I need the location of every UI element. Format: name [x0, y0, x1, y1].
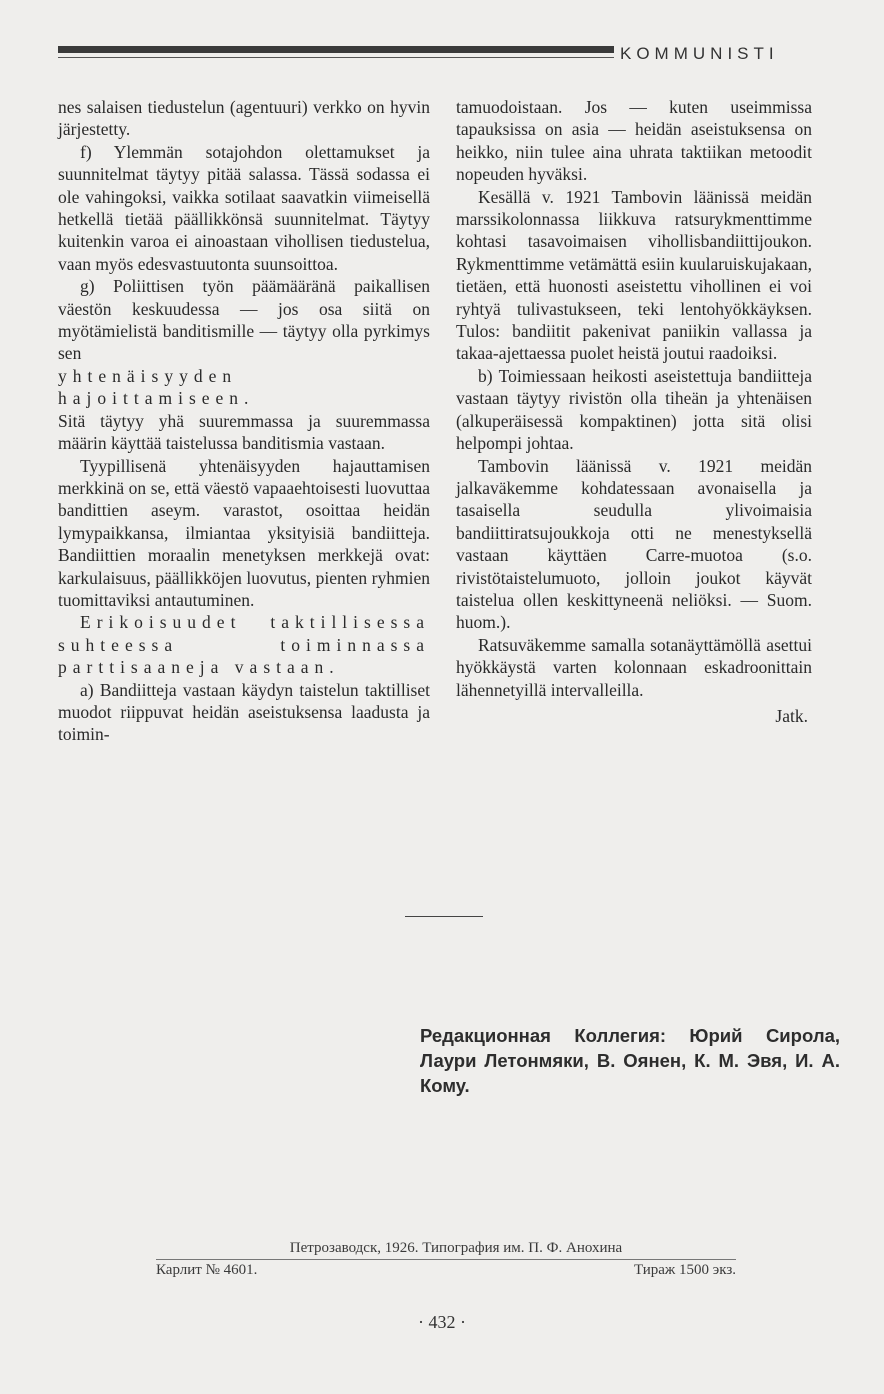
imprint-rule [156, 1259, 736, 1260]
imprint-details [156, 1262, 736, 1279]
emphasis-text: yhtenäisyyden hajoittamiseen. [58, 365, 255, 409]
paragraph: tamuodoistaan. Jos — kuten useimmissa tapauksissa on asia — heidän aseistuksensa on heikko, niin tulee aina uhrata taktiikan metoodit nopeuden hyväksi. [456, 97, 812, 185]
right-column [456, 96, 812, 727]
imprint-publisher: Петрозаводск, 1926. Типография им. П. Ф. Анохина [289, 1240, 623, 1256]
paragraph: Sitä täytyy yhä suuremmassa ja suuremmassa määrin käyttää taistelussa banditismia vastaan. [58, 410, 430, 454]
paragraph: Tambovin läänissä v. 1921 meidän jalkaväkemme kohdatessaan avonaisella ja tasaisella seudulla ylivoimaisia bandiittiratsujoukkoja otti ne menestyksellä vastaan käyttäen Carre-muotoa (s.o. rivistötaistelumuoto, jolloin joukot käyvät taistelua ollen keskittyneenä neliöksi. — Suom. huom.). [456, 455, 812, 633]
paragraph: nes salaisen tiedustelun (agentuuri) verkko on hyvin järjestetty. [58, 97, 430, 140]
paragraph: Tyypillisenä yhtenäisyyden hajauttamisen merkkinä on se, että väestö vapaaehtoisesti luovuttaa bandittien aseym. varastot, osoittaa heidän lymypaikkansa, ilmiantaa yksityisiä bandiitteja. Bandiittien moraalin menetyksen merkkejä ovat: karkulaisuus, päällikköjen luovutus, pienten ryhmien tuomittaviksi antautuminen. [58, 455, 430, 610]
paragraph: a) Bandiitteja vastaan käydyn taistelun taktilliset muodot riippuvat heidän aseistuksensa laadusta ja toimin- [58, 679, 430, 745]
separator-rule [405, 916, 483, 917]
imprint [156, 1240, 736, 1279]
paragraph: Kesällä v. 1921 Tambovin läänissä meidän marssikolonnassa liikkuva ratsurykmenttimme kohtasi tasavoimaisen vihollisbandiittijoukon. Rykmenttimme vetämättä esiin kuularuiskujakaan, tietäen, että huonosti aseistettu vihollinen ei voi ryhtyä tulivastukseen, teki lentohyökkäyksen. Tulos: bandiitit pakenivat paniikin vallassa ja takaa-ajettaessa puolet heistä joutui raadoiksi. [456, 186, 812, 364]
journal-name: KOMMUNISTI [620, 44, 779, 63]
paragraph: Ratsuväkemme samalla sotanäyttämöllä asettui hyökkäystä varten kolonnaan eskadroonittain lähennetyillä intervalleilla. [456, 634, 812, 700]
continued-note: Jatk. [775, 705, 808, 726]
page-number: · 432 · [418, 1312, 466, 1332]
paragraph: g) Poliittisen työn päämääränä paikallisen väestön keskuudessa — jos osa siitä on myötämielistä banditismille — täytyy olla pyrkimys sen [58, 276, 430, 364]
left-column [58, 96, 430, 746]
imprint-print-run: Тираж 1500 экз. [633, 1262, 736, 1278]
header-rule-thin [58, 57, 614, 58]
paragraph: b) Toimiessaan heikosti aseistettuja bandiitteja vastaan täytyy rivistön olla tiheän ja yhtenäisen (alkuperäisessä kompaktinen) jotta sitä olisi helpompi johtaa. [456, 365, 812, 454]
header-rule [58, 46, 614, 60]
paragraph: f) Ylemmän sotajohdon olettamukset ja suunnitelmat täytyy pitää salassa. Tässä sodassa ei ole vahingoksi, vaikka sotilaat saavatkin viimeisellä hetkellä tietää päällikkönsä suunnitelmat. Täytyy kuitenkin varoa ei ainoastaan vihollisen tiedustelua, vaan myös edesvastuutonta suunsoittoa. [58, 141, 430, 274]
editorial-board: Редакционная Коллегия: Юрий Сирола, Лаури Летонмяки, В. Оянен, К. М. Эвя, И. А. Кому. [420, 1025, 840, 1096]
header-rule-thick [58, 46, 614, 53]
imprint-karlit: Карлит № 4601. [156, 1262, 258, 1278]
section-heading: Erikoisuudet taktillisessa suhteessa toiminnassa parttisaaneja vastaan. [58, 612, 430, 678]
